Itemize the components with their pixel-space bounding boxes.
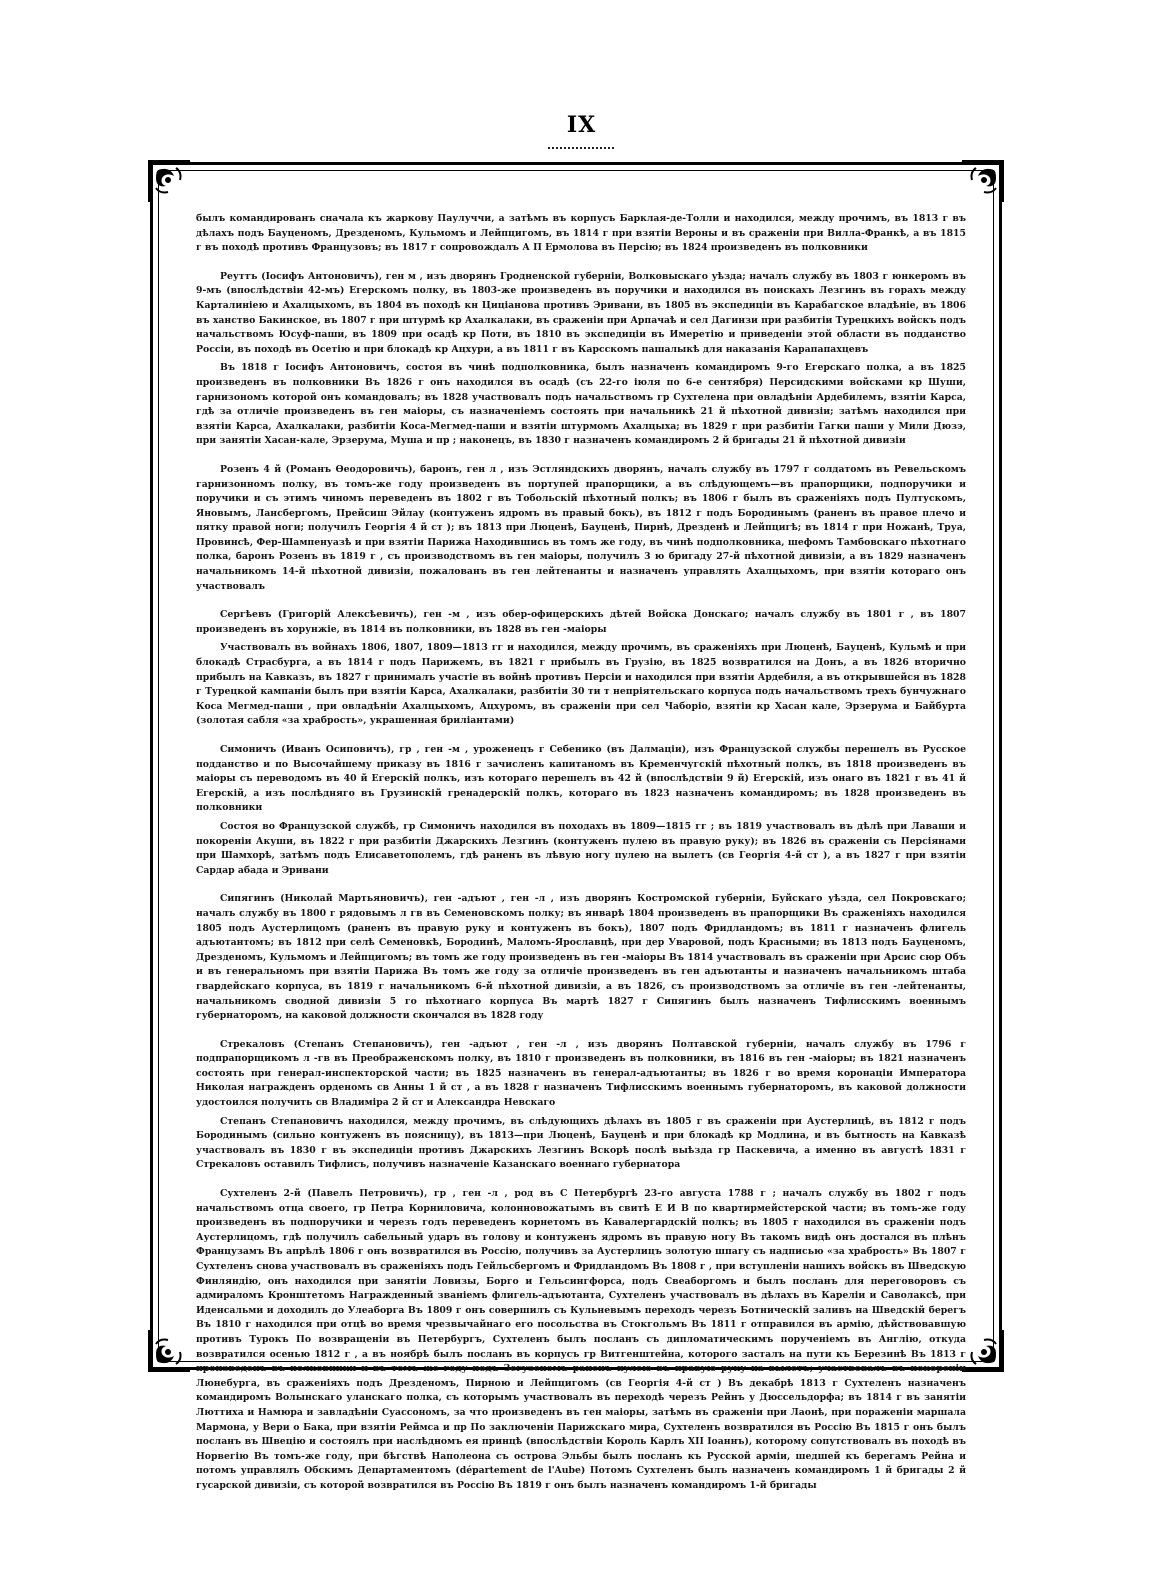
paragraph: Участвовалъ въ войнахъ 1806, 1807, 1809—1813 гг и находился, между прочимъ, въ сраженіяхъ при Люценѣ, Бауценѣ, Кульмѣ и при блокадѣ Страсбурга, а въ 1814 г подъ Парижемъ, въ 1821 г прибылъ въ Грузію, въ 1825 возвратился на Донъ, а въ 1826 вторично прибылъ на Кавказъ, въ 1827 г принималъ участіе въ войнѣ противъ Персіи и находился при взятіи Ардебиля, а въ открывшейся въ 1828 г Турецкой кампаніи былъ при взятіи Карса, Ахалкалаки, разбитіи 30 ти т непріятельскаго корпуса подъ начальствомъ трехъ бунчужнаго Коса Мегмед-паши , при овладѣніи Ахалцыхомъ, Ацхуромъ, въ сраженіи при сел Чаборіо, взятіи кр Хасан кале, Эрзерума и Байбурта (золотая сабля «за храбрость», украшенная бриліантами) — [196, 642, 966, 727]
corner-ornament-icon — [146, 1328, 192, 1374]
text-body — [196, 212, 966, 1491]
paragraph: былъ командированъ сначала къ жаркову Паулуччи, а затѣмъ въ корпусъ Барклая-де-Толли и находился, между прочимъ, въ 1813 г въ дѣлахъ подъ Бауценомъ, Дрезденомъ, Кульмомъ и Лейпцигомъ, въ 1814 г при взятіи Вероны и въ сраженіи при Вилла-Франкѣ, а въ 1815 г въ походѣ противъ Французовъ; въ 1817 г сопровождалъ А П Ермолова въ Персію; въ 1824 произведенъ въ полковники — [196, 213, 966, 254]
paragraph: Степанъ Степановичъ находился, между прочимъ, въ слѣдующихъ дѣлахъ въ 1805 г въ сраженіи при Аустерлицѣ, въ 1812 г подъ Бородинымъ (сильно контуженъ въ поясницу), въ 1813—при Люценѣ, Бауценѣ и при блокадѣ кр Модлина, и въ бытность на Кавказѣ участвовалъ въ 1830 г въ экспедиціи противъ Джарскихъ Лезгинъ Вскорѣ послѣ выѣзда гр Паскевича, а именно въ августѣ 1831 г Стрекаловъ оставилъ Тифлисъ, получивъ назначеніе Казанскаго военнаго губернатора — [196, 1115, 966, 1171]
page-number-underline — [548, 144, 614, 149]
paragraph: Сергѣевъ (Григорій Алексѣевичъ), ген -м , изъ обер-офицерскихъ дѣтей Войска Донскаго; началъ службу въ 1801 г , въ 1807 произведенъ въ хорунжіе, въ 1814 въ полковники, въ 1828 въ ген -маіоры — [196, 609, 966, 635]
paragraph: Розенъ 4 й (Романъ Ѳеодоровичъ), баронъ, ген л , изъ Эстляндскихъ дворянъ, началъ службу въ 1797 г солдатомъ въ Ревельскомъ гарнизонномъ полку, въ томъ-же году произведенъ въ портупей прапорщики, а въ слѣдующемъ—въ прапорщики, подпоручики и поручики и съ этимъ чиномъ переведенъ въ 1802 г въ Тобольскій пѣхотный полкъ; въ 1806 г былъ въ сраженіяхъ подъ Пултускомъ, Яновымъ, Лансбергомъ, Прейсиш Эйлау (контуженъ ядромъ въ правый бокъ), въ 1812 г подъ Бородинымъ (раненъ въ правое плечо и пятку правой ноги; получилъ Георгія 4 й ст ); въ 1813 при Люценѣ, Бауценѣ, Пирнѣ, Дрезденѣ и Лейпцигѣ; въ 1814 г при Ножанѣ, Труа, Провинсѣ, Фер-Шампенуазѣ и при взятіи Парижа Находившись въ томъ же году, въ чинѣ подполковника, шефомъ Тамбовскаго пѣхотнаго полка, баронъ Розенъ въ 1819 г , съ производствомъ въ ген маіоры, получилъ 3 ю бригаду 27-й пѣхотной дивизіи, а въ 1829 назначенъ начальникомъ 14-й пѣхотной дивизіи, пожалованъ въ ген лейтенанты и назначенъ управлять Ахалцыхомъ, при взятіи котораго онъ участвовалъ — [196, 463, 966, 592]
paragraph: Симоничъ (Иванъ Осиповичъ), гр , ген -м , уроженецъ г Себенико (въ Далмаціи), изъ Французской службы перешелъ въ Русское подданство и по Высочайшему приказу въ 1816 г зачисленъ капитаномъ въ Кременчугскій пѣхотный полкъ, въ 1818 произведенъ въ маіоры съ переводомъ въ 40 й Егерскій полкъ, изъ котораго перешелъ въ 42 й (впослѣдствіи 9 й) Егерскій, изъ онаго въ 1821 г въ 41 й Егерскій, а изъ послѣдняго въ Грузинскій гренадерскій полкъ, котораго въ 1823 назначенъ командиромъ; въ 1828 произведенъ въ полковники — [196, 744, 966, 814]
paragraph: Сухтеленъ 2-й (Павелъ Петровичъ), гр , ген -л , род въ С Петербургѣ 23-го августа 1788 г ; началъ службу въ 1802 г подъ начальствомъ отца своего, гр Петра Корниловича, колонновожатымъ въ свитѣ Е И В по квартирмейстерской части; въ томъ-же году произведенъ въ подпоручики и черезъ годъ переведенъ корнетомъ въ Кавалергардскій полкъ; въ 1805 г находился въ сраженіи подъ Аустерлицомъ, гдѣ получилъ сабельный ударъ въ голову и контуженъ ядромъ въ правую ногу Въ такомъ видѣ онъ достался въ плѣнъ Французамъ Въ апрѣлѣ 1806 г онъ возвратился въ Россію, получивъ за Аустерлицъ золотую шпагу съ надписью «за храбрость» Въ 1807 г Сухтеленъ снова участвовалъ въ сраженіяхъ подъ Гейльсбергомъ и Фридландомъ Въ 1808 г , при вступленіи нашихъ войскъ въ Шведскую Финляндію, онъ находился при занятіи Ловизы, Борго и Гельсингфорса, подъ Свеаборгомъ и былъ посланъ для переговоровъ съ адмираломъ Кронштетомъ Награжденный званіемъ флигель-адъютанта, Сухтеленъ участвовалъ въ дѣлахъ въ Кареліи и Саволаксѣ, при Иденсальми и доходилъ до Улеаборга Въ 1809 г онъ совершилъ съ Кульневымъ переходъ черезъ Ботническій заливъ на Шведскій берегъ Въ 1810 г находился при отцѣ во время чрезвычайнаго его посольства въ Стокгольмъ Въ 1811 г отправился въ армію, дѣйствовавшую противъ Турокъ По возвращеніи въ Петербургъ, Сухтеленъ былъ посланъ съ дипломатическимъ порученіемъ въ Англію, откуда возвратился осенью 1812 г , а въ ноябрѣ былъ посланъ въ корпусъ гр Витгенштейна, которого засталъ на пути къ Березинѣ Въ 1813 г произведенъ въ полковники и въ томъ же году подъ Зегузеномъ раненъ пулею въ правую руку на вылетъ; участвовалъ въ покореніи Люнебурга, въ сраженіяхъ подъ Дрезденомъ, Пирною и Лейпцигомъ (св Георгія 4-й ст ) Въ декабрѣ 1813 г Сухтеленъ назначенъ командиромъ Волынскаго уланскаго полка, съ которымъ участвовалъ въ переходѣ черезъ Рейнъ у Дюссельдорфа; въ 1814 г въ занятіи Люттиха и Намюра и завладѣніи Суассономъ, за что произведенъ въ ген маіоры, затѣмъ въ сраженіи при Лаонѣ, при пораженіи маршала Мармона, у Вери о Бака, при взятіи Реймса и пр По заключеніи Парижскаго мира, Сухтеленъ возвратился въ Россію Въ 1815 г онъ былъ посланъ въ Швецію и состоялъ при наслѣдномъ ея принцѣ (впослѣдствіи Король Карлъ XII Іоаннъ), которому сопутствовалъ въ походѣ въ Норвегію Въ томъ-же году, при бѣгствѣ Наполеона съ острова Эльбы былъ посланъ къ Русской арміи, шедшей къ берегамъ Рейна и потомъ управлялъ Обскимъ Департаментомъ (département de l'Aube) Потомъ Сухтеленъ былъ назначенъ командиромъ 1 й бригады 2 й гусарской дивизіи, съ которой возвратился въ Россію Въ 1819 г онъ былъ назначенъ командиромъ 1-й бригады — [196, 1188, 966, 1491]
paragraph: Реуттъ (Іосифъ Антоновичъ), ген м , изъ дворянъ Гродненской губерніи, Волковыскаго уѣзда; началъ службу въ 1803 г юнкеромъ въ 9-мъ (впослѣдствіи 42-мъ) Егерскомъ полку, въ 1803-же произведенъ въ поручики и находился въ поискахъ Лезгинъ въ горахъ между Карталиніею и Ахалцыхомъ, въ 1804 въ походѣ кн Цицiанова противъ Эривани, въ 1805 въ экспедиціи въ Карабагское владѣніе, въ 1806 въ ханство Бакинское, въ 1807 г при штурмѣ кр Ахалкалаки, въ сраженіи при Арпачаѣ и сел Дагинзи при разбитіи Турецкихъ войскъ подъ начальствомъ Юсуф-паши, въ 1809 при осадѣ кр Поти, въ 1810 въ экспедиціи въ Имеретію и приведеніи этой области въ подданство Россіи, въ походѣ въ Осетію и при блокадѣ кр Ацхури, а въ 1811 г въ Карсскомъ пашалыкѣ для наказанія Карапапахцевъ — [196, 270, 966, 355]
corner-ornament-icon — [146, 158, 192, 204]
corner-ornament-icon — [960, 158, 1006, 204]
paragraph: Состоя во Французской службѣ, гр Симоничъ находился въ походахъ въ 1809—1815 гг ; въ 1819 участвовалъ въ дѣлѣ при Лаваши и покореніи Акуши, въ 1822 г при разбитіи Джарскихъ Лезгинъ (контуженъ пулею въ правую руку); въ 1826 въ сраженіи съ Персіянами при Шамхорѣ, затѣмъ подъ Елисаветополемъ, гдѣ раненъ въ лѣвую ногу пулею на вылетъ (св Георгія 4-й ст ), а въ 1827 г при взятіи Сардар абада и Эривани — [196, 820, 966, 876]
paragraph: Стрекаловъ (Степанъ Степановичъ), ген -адъют , ген -л , изъ дворянъ Полтавской губерніи, началъ службу въ 1796 г подпрапорщикомъ л -гв въ Преображенскомъ полку, въ 1810 г произведенъ въ полковники, въ 1816 въ ген -маіоры; въ 1821 назначенъ состоять при генерал-инспекторской части; въ 1825 назначенъ въ генерал-адъютанты; въ 1826 г во время коронаціи Императора Николая награжденъ орденомъ св Анны 1 й ст , а въ 1828 г назначенъ Тифлисскимъ военнымъ губернаторомъ, въ каковой должности удостоился получить св Владиміра 2 й ст и Александра Невскаго — [196, 1038, 966, 1109]
corner-ornament-icon — [960, 1328, 1006, 1374]
paragraph: Сипягинъ (Николай Мартьяновичъ), ген -адъют , ген -л , изъ дворянъ Костромской губерніи, Буйскаго уѣзда, сел Покровскаго; началъ службу въ 1800 г рядовымъ л гв въ Семеновскомъ полку; въ январѣ 1804 произведенъ въ прапорщики Въ сраженіяхъ находился 1805 подъ Аустерлицомъ (раненъ въ правую руку и контуженъ въ бокъ), 1807 подъ Фридландомъ; въ 1811 г назначенъ флигель адъютантомъ; въ 1812 при селѣ Семеновкѣ, Бородинѣ, Маломъ-Ярославцѣ, при дер Уваровой, подъ Красными; въ 1813 подъ Бауценомъ, Дрезденомъ, Кульмомъ и Лейпцигомъ; въ томъ же году произведенъ въ ген -маіоры Въ 1814 участвовалъ въ сраженіи при Арсис сюр Объ и въ генеральномъ при взятіи Парижа Въ томъ же году за отличіе произведенъ въ ген адъютанты и назначенъ начальникомъ штаба гвардейскаго корпуса, въ 1819 г начальникомъ 6-й пѣхотной дивизіи, а въ 1826, съ производствомъ за отличіе въ ген -лейтенанты, начальникомъ сводной дивизіи 5 го пѣхотнаго корпуса Въ мартѣ 1827 г Сипягинъ былъ назначенъ Тифлисскимъ военнымъ губернаторомъ, на каковой должности скончался въ 1828 году — [196, 893, 966, 1022]
paragraph: Въ 1818 г Іосифъ Антоновичъ, состоя въ чинѣ подполковника, былъ назначенъ командиромъ 9-го Егерскаго полка, а въ 1825 произведенъ въ полковники Въ 1826 г онъ находился въ осадѣ (съ 22-го іюля по 6-е сентября) Персидскими войсками кр Шуши, гарнизономъ которой онъ командовалъ; въ 1828 участвовалъ подъ начальствомъ гр Сухтелена при овладѣніи Ардебилемъ, взятіи Карса, гдѣ за отличіе произведенъ въ ген маіоры, съ назначеніемъ состоять при начальникѣ 21 й пѣхотной дивизіи; затѣмъ находился при взятіи Карса, Ахалкалаки, разбитіи Коса-Мегмед-паши и взятіи штурмомъ Ахалцыха; въ 1829 г при разбитіи Гагки паши у Мили Дюзэ, при занятіи Хасан-кале, Эрзерума, Муша и пр ; наконецъ, въ 1830 г назначенъ командиромъ 2 й бригады 21 й пѣхотной дивизіи — [196, 362, 966, 447]
page-number: IX — [566, 112, 597, 138]
